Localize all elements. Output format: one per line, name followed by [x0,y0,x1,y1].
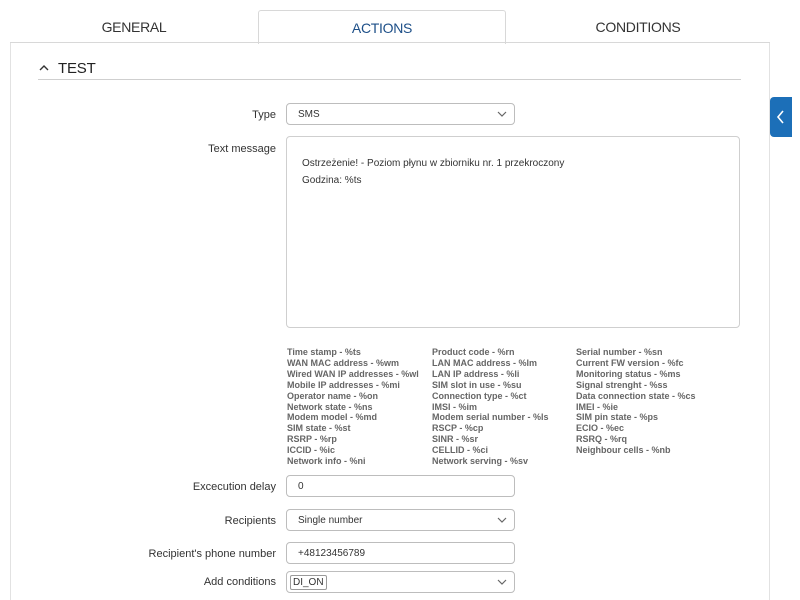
chevron-down-icon [497,578,507,586]
variable-item: SIM slot in use - %su [432,379,522,390]
section-title: TEST [58,59,96,77]
variable-item: Network serving - %sv [432,456,529,467]
variable-item: Network state - %ns [287,401,373,412]
text-message-input[interactable] [286,136,740,328]
variable-item: Connection type - %ct [432,390,527,401]
tab-conditions[interactable]: CONDITIONS [595,18,681,35]
variable-item: RSCP - %cp [432,423,484,434]
type-select[interactable] [286,103,515,125]
execution-delay-input[interactable]: 0 [286,475,515,497]
variable-item: SIM pin state - %ps [576,412,659,423]
variable-item: RSRQ - %rq [576,434,628,445]
phone-label: Recipient's phone number [148,548,276,560]
variable-item: ICCID - %ic [287,445,336,456]
variable-item: IMSI - %im [432,401,478,412]
variable-item: Time stamp - %ts [287,347,361,357]
tab-general[interactable]: GENERAL [101,18,167,35]
variable-item: Network info - %ni [287,456,366,467]
variable-item: LAN MAC address - %lm [432,357,538,368]
add-conditions-select[interactable] [286,571,515,593]
variable-item: CELLID - %ci [432,445,489,456]
add-conditions-label: Add conditions [203,576,276,588]
variable-item: Mobile IP addresses - %mi [287,379,400,390]
chevron-down-icon [497,110,507,118]
variable-item: IMEI - %ie [576,401,619,412]
variable-item: Product code - %rn [432,347,515,357]
variable-item: Data connection state - %cs [576,390,696,401]
text-message-line-1: Ostrzeżenie! - Poziom płynu w zbiorniku nr. 1 przekroczony [302,158,565,169]
variable-item: Operator name - %on [287,390,379,401]
chevron-left-icon [776,109,786,125]
tab-bar [10,0,770,43]
variable-item: Signal strenght - %ss [576,379,668,390]
chevron-down-icon [497,516,507,524]
variables-column-1 [287,347,419,467]
side-panel-toggle[interactable] [770,97,792,137]
variable-item: ECIO - %ec [576,423,625,434]
variables-column-3 [576,347,696,456]
phone-input[interactable]: +48123456789 [286,542,515,564]
text-message-line-2: Godzina: %ts [302,175,362,186]
section-divider [38,79,741,80]
variable-item: Current FW version - %fc [576,357,684,368]
text-message-label: Text message [208,143,276,155]
tab-actions[interactable]: ACTIONS [258,10,506,44]
variable-item: Monitoring status - %ms [576,368,681,379]
recipients-label: Recipients [224,515,276,527]
variable-item: WAN MAC address - %wm [287,357,400,368]
condition-tag[interactable]: DI_ON [290,575,327,590]
execution-delay-label: Excecution delay [192,481,276,493]
variable-item: RSRP - %rp [287,434,337,445]
recipients-select[interactable] [286,509,515,531]
variable-item: SIM state - %st [287,423,351,434]
variable-item: Modem serial number - %ls [432,412,549,423]
variable-item: Modem model - %md [287,412,378,423]
chevron-up-icon [38,62,50,74]
variable-item: Serial number - %sn [576,347,663,357]
variables-column-2 [432,347,549,467]
variable-item: SINR - %sr [432,434,479,445]
type-value: SMS [298,108,320,120]
recipients-value: Single number [298,514,363,526]
variable-item: LAN IP address - %li [432,368,520,379]
variable-item: Wired WAN IP addresses - %wl [287,368,419,379]
variable-item: Neighbour cells - %nb [576,445,671,456]
section-header[interactable] [38,58,96,78]
type-label: Type [252,109,276,121]
